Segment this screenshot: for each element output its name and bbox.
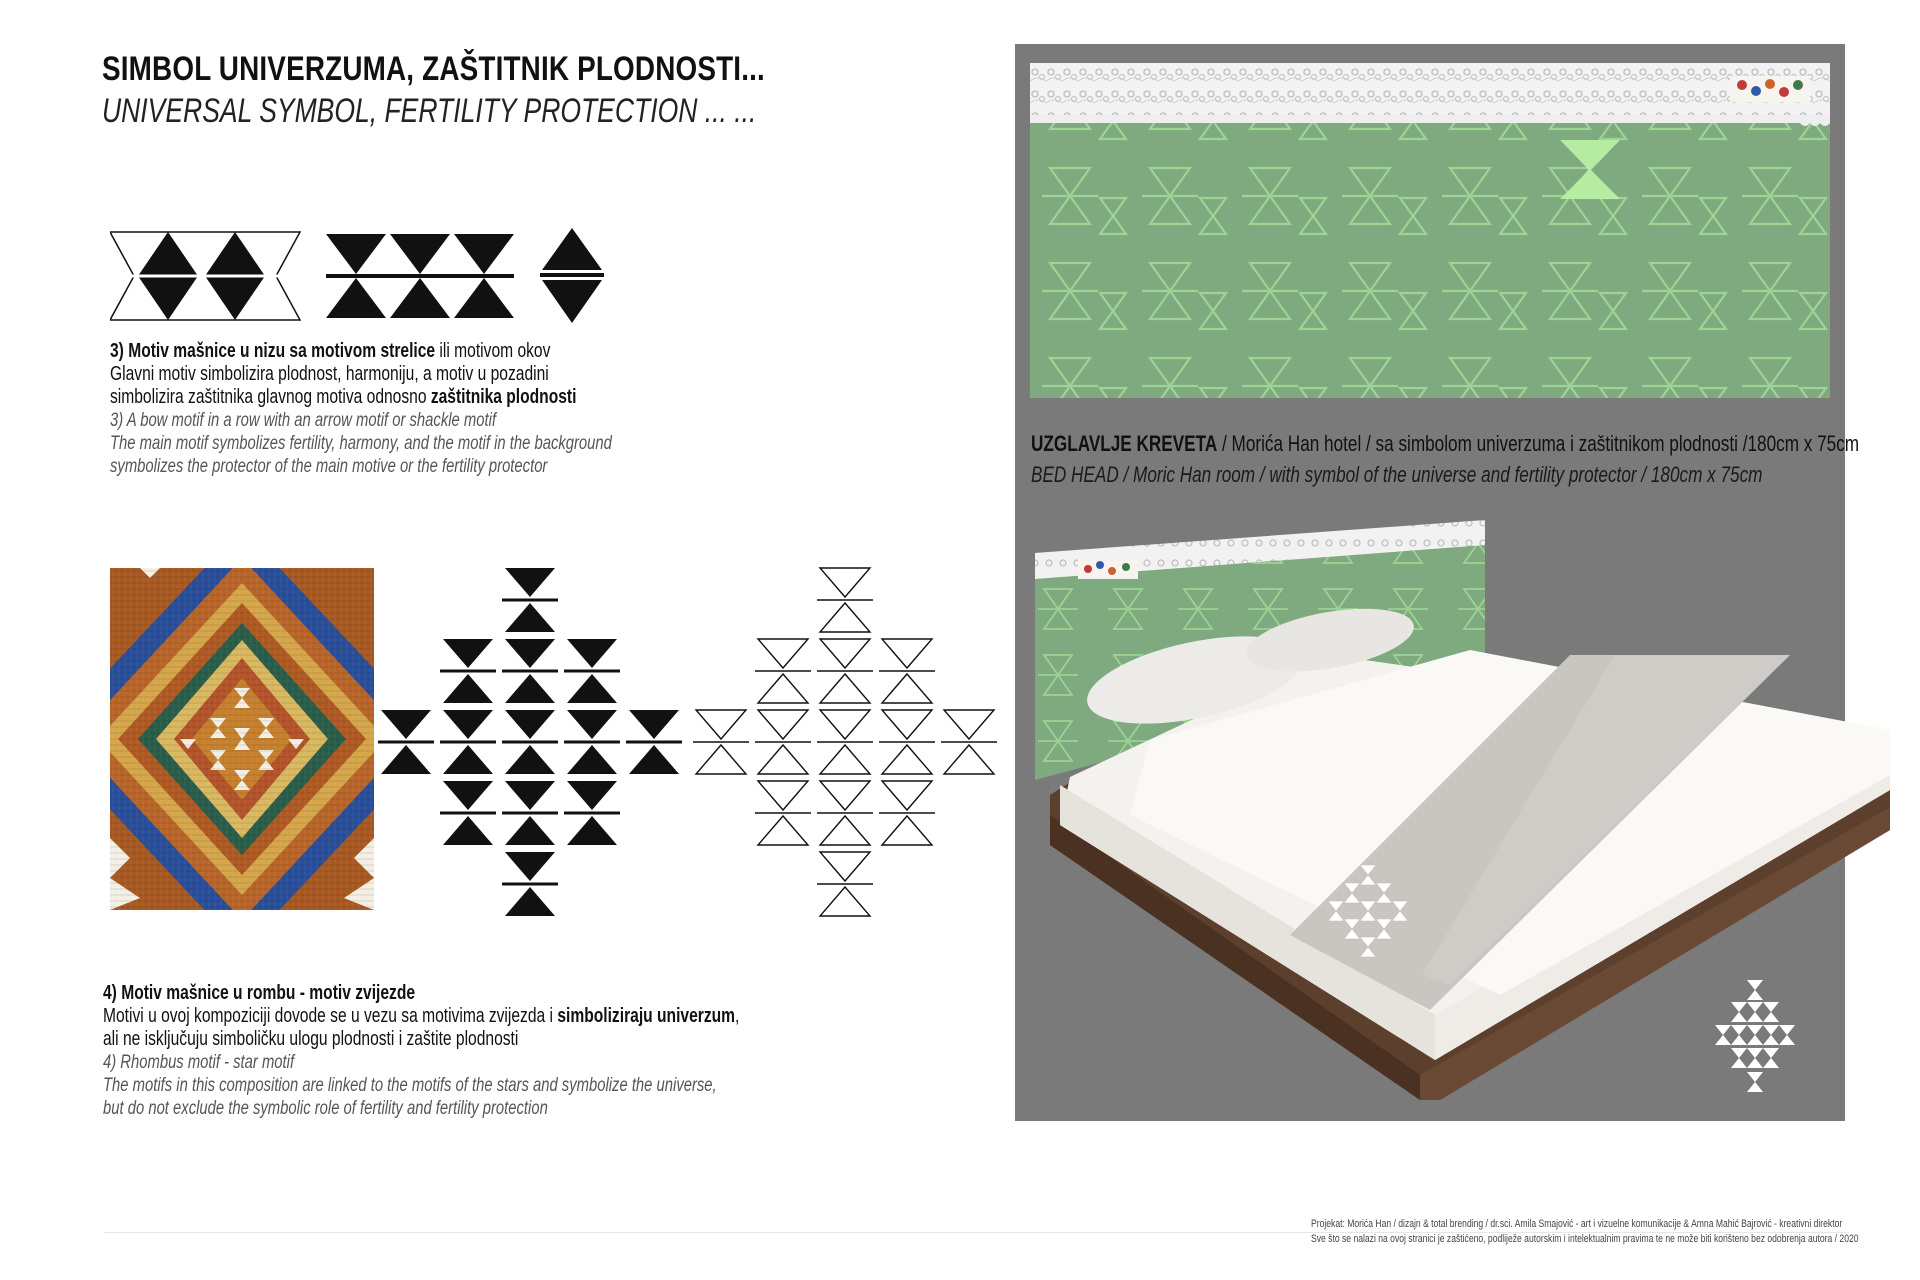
bed-caption-rest: / Morića Han hotel / sa simbolom univerzuma i zaštitnikom plodnosti /180cm x 75cm — [1217, 431, 1860, 456]
star-emblem-white-icon — [1705, 980, 1805, 1092]
bow-cell-outline — [817, 781, 873, 845]
bow-cell-filled — [502, 568, 558, 632]
section-4-description — [103, 982, 739, 1120]
bow-cell-outline — [879, 710, 935, 774]
bow-cell-filled — [502, 852, 558, 916]
section-4-line3: ali ne isključuju simboličku ulogu plodnosti i zaštite plodnosti — [103, 1028, 519, 1050]
motif-row-arrow-bow — [110, 228, 610, 323]
bow-cell-filled — [440, 639, 496, 703]
section-3-line3-bold: zaštitnika plodnosti — [430, 386, 577, 408]
rhombus-star-icon-filled — [375, 566, 685, 922]
embroidery-badge — [1730, 76, 1810, 102]
bow-cell-filled — [564, 639, 620, 703]
bow-cell-outline — [817, 639, 873, 703]
bow-cell-outline — [755, 710, 811, 774]
section-4-line2: Motivi u ovoj kompoziciji dovode se u vezu sa motivima zvijezda i — [103, 1005, 558, 1027]
section-3-en-line1: 3) A bow motif in a row with an arrow motif or shackle motif — [110, 410, 497, 431]
bow-cell-filled — [440, 781, 496, 845]
bow-cell-outline — [879, 781, 935, 845]
section-3-description — [110, 340, 612, 478]
section-4-en-line3: but do not exclude the symbolic role of fertility and fertility protection — [103, 1098, 548, 1119]
bow-cell-outline — [755, 781, 811, 845]
section-3-line3: simbolizira zaštitnika glavnog motiva odnosno — [110, 386, 431, 408]
bow-cell-outline — [817, 710, 873, 774]
bow-cell-outline — [817, 568, 873, 632]
bow-cell-filled — [502, 710, 558, 774]
embroidery-badge-small — [1078, 559, 1138, 579]
bow-cell-filled — [564, 781, 620, 845]
section-3-en-line3: symbolizes the protector of the main motive or the fertility protector — [110, 456, 548, 477]
section-4-line2-bold: simboliziraju univerzum — [557, 1005, 736, 1027]
kilim-rug-photo — [110, 568, 374, 910]
bow-cell-outline — [817, 852, 873, 916]
bow-cell-filled — [502, 639, 558, 703]
hourglass-bow-icon — [326, 234, 514, 318]
bed-caption — [1031, 428, 1859, 490]
section-3-line2: Glavni motiv simbolizira plodnost, harmoniju, a motiv u pozadini — [110, 363, 549, 385]
section-4-line2-post: , — [735, 1005, 740, 1027]
bow-cell-outline — [693, 710, 749, 774]
bow-cell-filled — [440, 710, 496, 774]
bow-cell-filled — [378, 710, 434, 774]
page-title: SIMBOL UNIVERZUMA, ZAŠTITNIK PLODNOSTI... — [102, 50, 765, 88]
bed-caption-en: BED HEAD / Moric Han room / with symbol of the universe and fertility protector / 180cm x 75cm — [1031, 462, 1763, 487]
section-4-en-line2: The motifs in this composition are linked to the motifs of the stars and symbolize the universe, — [103, 1075, 717, 1096]
footer-credits — [1311, 1217, 1859, 1247]
bow-cell-outline — [879, 639, 935, 703]
bow-cell-outline — [755, 639, 811, 703]
section-3-heading: 3) Motiv mašnice u nizu sa motivom strelice — [110, 340, 436, 362]
bed-caption-title: UZGLAVLJE KREVETA — [1031, 431, 1218, 456]
rhombus-star-icon-outline — [690, 566, 1000, 922]
headboard-design — [1030, 63, 1830, 398]
footer-line2: Sve što se nalazi na ovoj stranici je zaštićeno, podliježe autorskim i intelektualnim pravima te ne može biti korišteno bez odobrenja autora / 2020 — [1311, 1233, 1859, 1245]
section-4-heading: 4) Motiv mašnice u rombu - motiv zvijezde — [103, 982, 416, 1004]
bow-cell-filled — [502, 781, 558, 845]
bow-cell-filled — [564, 710, 620, 774]
bow-cell-filled — [626, 710, 682, 774]
bow-cell-outline — [941, 710, 997, 774]
section-4-en-line1: 4) Rhombus motif - star motif — [103, 1052, 295, 1073]
footer-line1: Projekat: Morića Han / dizajn & total brending / dr.sci. Amila Smajović - art i vizuelne komunikacije & Amna Mahić Bajrović - kreativni direktor — [1311, 1218, 1843, 1230]
page-subtitle: UNIVERSAL SYMBOL, FERTILITY PROTECTION ... ... — [102, 92, 757, 130]
section-3-en-line2: The main motif symbolizes fertility, harmony, and the motif in the background — [110, 433, 612, 454]
section-3-heading-rest: ili motivom okov — [435, 340, 551, 362]
arrow-diamond-single-icon — [540, 228, 604, 323]
